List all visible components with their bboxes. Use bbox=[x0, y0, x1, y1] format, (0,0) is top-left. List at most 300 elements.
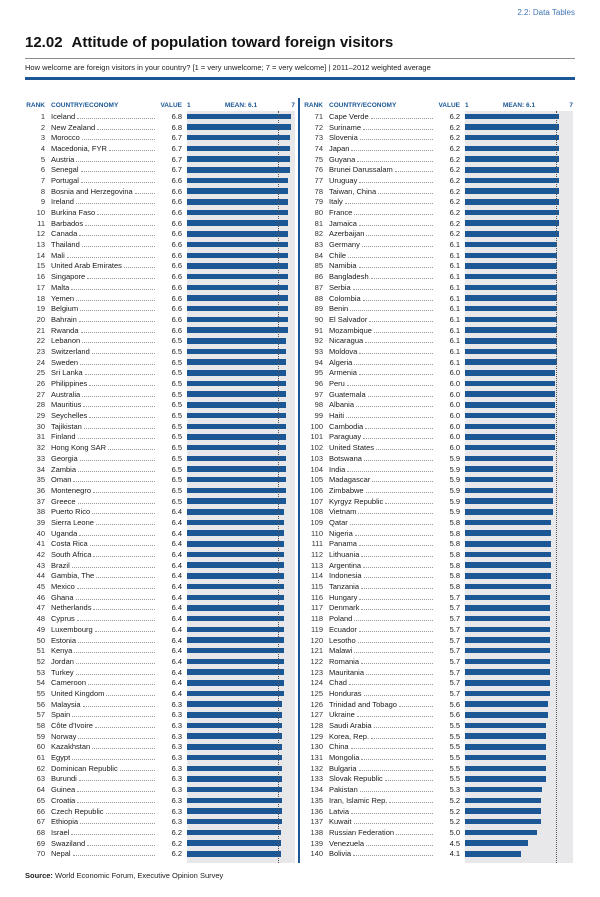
value-cell: 6.5 bbox=[171, 485, 182, 495]
value-cell: 6.2 bbox=[449, 143, 460, 153]
dotted-leader bbox=[359, 545, 433, 546]
table-row bbox=[25, 677, 295, 688]
table-row bbox=[303, 848, 573, 859]
table-row bbox=[303, 164, 573, 175]
value-bar bbox=[465, 808, 541, 814]
country-name: Azerbaijan bbox=[329, 229, 365, 239]
dotted-leader bbox=[374, 727, 433, 728]
title-text: Attitude of population toward foreign visitors bbox=[71, 34, 394, 51]
value-cell: 6.7 bbox=[171, 143, 182, 153]
country-name: Guatemala bbox=[329, 389, 366, 399]
value-cell: 6.6 bbox=[171, 229, 182, 239]
table-row bbox=[303, 603, 573, 614]
rank-cell: 110 bbox=[311, 528, 323, 538]
dotted-leader bbox=[95, 631, 155, 632]
value-cell: 6.1 bbox=[449, 282, 460, 292]
table-row bbox=[303, 496, 573, 507]
rank-cell: 106 bbox=[310, 485, 323, 495]
country-name: Singapore bbox=[51, 272, 86, 282]
value-bar bbox=[187, 156, 290, 162]
table-row bbox=[25, 624, 295, 635]
value-bar bbox=[465, 146, 559, 152]
table-row bbox=[303, 517, 573, 528]
country-name: Burkina Faso bbox=[51, 208, 96, 218]
value-bar bbox=[187, 659, 284, 665]
country-name: Tajikistan bbox=[51, 421, 82, 431]
country-name: Lithuania bbox=[329, 550, 360, 560]
value-cell: 6.0 bbox=[449, 411, 460, 421]
value-bar bbox=[465, 413, 555, 419]
dotted-leader bbox=[350, 310, 433, 311]
country-name: Indonesia bbox=[329, 571, 362, 581]
rank-cell: 29 bbox=[36, 411, 45, 421]
country-name: Canada bbox=[51, 229, 78, 239]
rank-cell: 15 bbox=[36, 261, 45, 271]
dotted-leader bbox=[365, 428, 433, 429]
column-header bbox=[303, 98, 573, 111]
value-bar bbox=[187, 381, 286, 387]
country-name: Brazil bbox=[51, 560, 70, 570]
value-cell: 6.4 bbox=[171, 550, 182, 560]
table-row bbox=[25, 207, 295, 218]
table-row bbox=[303, 528, 573, 539]
rank-cell: 132 bbox=[310, 763, 323, 773]
value-cell: 6.4 bbox=[171, 667, 182, 677]
country-name: Lesotho bbox=[329, 635, 356, 645]
dotted-leader bbox=[357, 716, 433, 717]
value-bar bbox=[187, 135, 290, 141]
country-cell bbox=[51, 443, 156, 452]
value-cell: 6.8 bbox=[171, 122, 182, 132]
value-bar bbox=[187, 210, 288, 216]
value-cell: 6.6 bbox=[171, 272, 182, 282]
dotted-leader bbox=[396, 834, 433, 835]
dotted-leader bbox=[376, 449, 433, 450]
table-row bbox=[303, 688, 573, 699]
country-name: Japan bbox=[329, 143, 350, 153]
dotted-leader bbox=[82, 139, 155, 140]
value-cell: 6.3 bbox=[171, 763, 182, 773]
dotted-leader bbox=[71, 289, 155, 290]
dotted-leader bbox=[79, 235, 155, 236]
country-cell bbox=[51, 700, 156, 709]
country-cell bbox=[51, 251, 156, 260]
value-cell: 6.4 bbox=[171, 528, 182, 538]
value-bar bbox=[187, 488, 286, 494]
value-cell: 6.5 bbox=[171, 336, 182, 346]
rank-cell: 12 bbox=[36, 229, 45, 239]
country-cell bbox=[51, 123, 156, 132]
country-name: Puerto Rico bbox=[51, 507, 91, 517]
value-cell: 6.5 bbox=[171, 357, 182, 367]
dotted-leader bbox=[359, 631, 433, 632]
dotted-leader bbox=[389, 802, 433, 803]
country-name: Brunei Darussalam bbox=[329, 165, 393, 175]
country-name: Mauritius bbox=[51, 400, 82, 410]
table-row bbox=[303, 710, 573, 721]
table-row bbox=[25, 432, 295, 443]
dotted-leader bbox=[76, 161, 155, 162]
value-bar bbox=[187, 819, 282, 825]
dotted-leader bbox=[78, 738, 155, 739]
country-name: Denmark bbox=[329, 603, 360, 613]
rank-cell: 92 bbox=[314, 336, 323, 346]
country-cell bbox=[329, 347, 434, 356]
column-divider bbox=[298, 98, 300, 863]
value-cell: 5.8 bbox=[449, 560, 460, 570]
rank-cell: 61 bbox=[36, 753, 45, 763]
value-bar bbox=[465, 370, 555, 376]
country-cell bbox=[329, 465, 434, 474]
country-name: Australia bbox=[51, 389, 81, 399]
country-name: Ecuador bbox=[329, 624, 357, 634]
value-cell: 6.5 bbox=[171, 368, 182, 378]
rank-cell: 34 bbox=[36, 464, 45, 474]
country-name: Yemen bbox=[51, 293, 75, 303]
value-cell: 5.9 bbox=[449, 453, 460, 463]
value-bar bbox=[465, 231, 559, 237]
dotted-leader bbox=[82, 246, 155, 247]
rank-cell: 1 bbox=[40, 111, 45, 121]
dotted-leader bbox=[78, 438, 155, 439]
dotted-leader bbox=[359, 353, 433, 354]
dotted-leader bbox=[76, 203, 155, 204]
table-row bbox=[25, 132, 295, 143]
country-name: Thailand bbox=[51, 240, 80, 250]
country-name: Czech Republic bbox=[51, 806, 104, 816]
country-cell bbox=[329, 561, 434, 570]
dotted-leader bbox=[366, 674, 433, 675]
dotted-leader bbox=[85, 374, 155, 375]
country-cell bbox=[329, 710, 434, 719]
value-cell: 6.6 bbox=[171, 218, 182, 228]
value-cell: 6.6 bbox=[171, 240, 182, 250]
country-cell bbox=[51, 133, 156, 142]
rank-cell: 25 bbox=[36, 368, 45, 378]
value-bar bbox=[465, 285, 557, 291]
country-name: Belgium bbox=[51, 304, 79, 314]
country-name: Portugal bbox=[51, 175, 79, 185]
table-row bbox=[25, 314, 295, 325]
table-row bbox=[303, 742, 573, 753]
dotted-leader bbox=[109, 150, 155, 151]
value-cell: 5.7 bbox=[449, 603, 460, 613]
table-row bbox=[303, 132, 573, 143]
country-cell bbox=[329, 208, 434, 217]
value-bar bbox=[465, 616, 550, 622]
country-name: Mongolia bbox=[329, 753, 360, 763]
rank-cell: 57 bbox=[36, 710, 45, 720]
table-row bbox=[25, 175, 295, 186]
header-country: COUNTRY/ECONOMY bbox=[51, 102, 119, 109]
rank-cell: 94 bbox=[314, 357, 323, 367]
table-row bbox=[25, 229, 295, 240]
country-cell bbox=[51, 465, 156, 474]
rank-cell: 127 bbox=[310, 710, 323, 720]
country-name: Honduras bbox=[329, 688, 362, 698]
country-name: China bbox=[329, 742, 349, 752]
value-cell: 6.5 bbox=[171, 453, 182, 463]
country-cell bbox=[51, 486, 156, 495]
value-cell: 5.0 bbox=[449, 827, 460, 837]
value-cell: 6.3 bbox=[171, 806, 182, 816]
dotted-leader bbox=[354, 652, 433, 653]
rank-cell: 24 bbox=[36, 357, 45, 367]
value-cell: 6.4 bbox=[171, 592, 182, 602]
table-row bbox=[303, 624, 573, 635]
value-cell: 6.4 bbox=[171, 646, 182, 656]
country-name: Latvia bbox=[329, 806, 350, 816]
value-cell: 6.1 bbox=[449, 261, 460, 271]
value-bar bbox=[187, 114, 291, 120]
value-cell: 5.8 bbox=[449, 539, 460, 549]
dotted-leader bbox=[359, 374, 433, 375]
country-cell bbox=[51, 614, 156, 623]
country-name: Switzerland bbox=[51, 346, 90, 356]
dotted-leader bbox=[77, 588, 155, 589]
value-cell: 6.5 bbox=[171, 432, 182, 442]
country-cell bbox=[329, 774, 434, 783]
table-row bbox=[303, 592, 573, 603]
country-name: Malaysia bbox=[51, 699, 81, 709]
value-bar bbox=[187, 776, 282, 782]
country-name: Panama bbox=[329, 539, 357, 549]
rank-cell: 100 bbox=[310, 421, 323, 431]
dotted-leader bbox=[354, 823, 433, 824]
dotted-leader bbox=[82, 396, 155, 397]
header-value: VALUE bbox=[438, 102, 460, 109]
rank-cell: 18 bbox=[36, 293, 45, 303]
country-name: Barbados bbox=[51, 218, 84, 228]
country-name: Argentina bbox=[329, 560, 362, 570]
rank-cell: 101 bbox=[310, 432, 323, 442]
table-row bbox=[303, 335, 573, 346]
dotted-leader bbox=[357, 161, 433, 162]
table-row bbox=[303, 186, 573, 197]
value-cell: 6.1 bbox=[449, 325, 460, 335]
value-bar bbox=[187, 456, 286, 462]
rank-cell: 13 bbox=[36, 240, 45, 250]
value-cell: 6.1 bbox=[449, 346, 460, 356]
rank-cell: 8 bbox=[40, 186, 45, 196]
value-cell: 5.2 bbox=[449, 795, 460, 805]
table-row bbox=[303, 720, 573, 731]
value-bar bbox=[465, 167, 559, 173]
value-cell: 5.6 bbox=[449, 699, 460, 709]
country-cell bbox=[329, 518, 434, 527]
country-cell bbox=[329, 507, 434, 516]
rank-cell: 16 bbox=[36, 272, 45, 282]
value-bar bbox=[187, 691, 284, 697]
country-name: Sierra Leone bbox=[51, 517, 94, 527]
country-name: Seychelles bbox=[51, 411, 88, 421]
value-bar bbox=[187, 124, 291, 130]
dotted-leader bbox=[366, 235, 433, 236]
country-name: Montenegro bbox=[51, 485, 92, 495]
dotted-leader bbox=[361, 663, 433, 664]
rank-cell: 119 bbox=[311, 624, 323, 634]
dotted-leader bbox=[351, 813, 433, 814]
table-row bbox=[25, 784, 295, 795]
value-cell: 6.1 bbox=[449, 293, 460, 303]
table-row bbox=[25, 346, 295, 357]
dotted-leader bbox=[77, 791, 155, 792]
dotted-leader bbox=[359, 267, 433, 268]
country-cell bbox=[329, 432, 434, 441]
value-cell: 6.4 bbox=[171, 614, 182, 624]
value-bar bbox=[465, 402, 555, 408]
value-bar bbox=[465, 584, 551, 590]
value-bar bbox=[187, 231, 288, 237]
country-name: Korea, Rep. bbox=[329, 731, 370, 741]
rank-cell: 137 bbox=[310, 817, 323, 827]
rank-cell: 59 bbox=[36, 731, 45, 741]
table-row bbox=[303, 410, 573, 421]
value-bar bbox=[465, 210, 559, 216]
rank-cell: 19 bbox=[36, 304, 45, 314]
value-bar bbox=[465, 317, 557, 323]
rank-cell: 83 bbox=[314, 240, 323, 250]
value-cell: 5.7 bbox=[449, 646, 460, 656]
rank-cell: 40 bbox=[36, 528, 45, 538]
rank-cell: 51 bbox=[36, 646, 45, 656]
table-row bbox=[303, 806, 573, 817]
table-row bbox=[303, 111, 573, 122]
country-cell bbox=[329, 133, 434, 142]
dotted-leader bbox=[368, 396, 433, 397]
dotted-leader bbox=[360, 791, 433, 792]
value-bar bbox=[465, 295, 557, 301]
country-cell bbox=[51, 497, 156, 506]
country-cell bbox=[329, 582, 434, 591]
dotted-leader bbox=[97, 214, 155, 215]
country-cell bbox=[51, 550, 156, 559]
dotted-leader bbox=[67, 257, 155, 258]
value-bar bbox=[187, 787, 282, 793]
data-table bbox=[25, 98, 575, 863]
country-name: Iceland bbox=[51, 111, 76, 121]
table-row bbox=[303, 635, 573, 646]
rank-cell: 107 bbox=[310, 496, 323, 506]
table-row bbox=[25, 400, 295, 411]
country-name: Hungary bbox=[329, 592, 358, 602]
value-bar bbox=[187, 530, 284, 536]
table-row bbox=[303, 421, 573, 432]
value-bar bbox=[465, 456, 553, 462]
country-name: Tanzania bbox=[329, 582, 360, 592]
country-name: Zimbabwe bbox=[329, 485, 364, 495]
value-bar bbox=[465, 520, 551, 526]
value-cell: 6.2 bbox=[449, 154, 460, 164]
value-cell: 6.6 bbox=[171, 261, 182, 271]
country-cell bbox=[51, 668, 156, 677]
rank-cell: 46 bbox=[36, 592, 45, 602]
dotted-leader bbox=[124, 267, 155, 268]
country-name: Hong Kong SAR bbox=[51, 443, 107, 453]
dotted-leader bbox=[80, 823, 155, 824]
rank-cell: 75 bbox=[314, 154, 323, 164]
country-cell bbox=[329, 422, 434, 431]
table-row bbox=[303, 485, 573, 496]
dotted-leader bbox=[371, 118, 433, 119]
value-cell: 5.5 bbox=[449, 774, 460, 784]
table-row bbox=[303, 229, 573, 240]
rank-cell: 114 bbox=[311, 571, 323, 581]
value-bar bbox=[187, 327, 288, 333]
rank-cell: 21 bbox=[36, 325, 45, 335]
value-cell: 4.1 bbox=[449, 849, 460, 859]
table-row bbox=[25, 474, 295, 485]
rank-cell: 37 bbox=[36, 496, 45, 506]
value-cell: 6.3 bbox=[171, 699, 182, 709]
dotted-leader bbox=[351, 748, 433, 749]
value-cell: 6.5 bbox=[171, 464, 182, 474]
country-cell bbox=[329, 112, 434, 121]
country-cell bbox=[329, 144, 434, 153]
value-cell: 5.3 bbox=[449, 785, 460, 795]
value-bar bbox=[465, 701, 548, 707]
dotted-leader bbox=[106, 813, 155, 814]
value-cell: 6.6 bbox=[171, 186, 182, 196]
table-row bbox=[303, 442, 573, 453]
value-bar bbox=[187, 712, 282, 718]
table-row bbox=[25, 378, 295, 389]
country-name: Botswana bbox=[329, 453, 362, 463]
dotted-leader bbox=[347, 471, 433, 472]
value-bar bbox=[187, 253, 288, 259]
value-bar bbox=[465, 776, 546, 782]
value-bar bbox=[187, 306, 288, 312]
value-cell: 6.2 bbox=[449, 208, 460, 218]
rank-cell: 124 bbox=[310, 678, 323, 688]
rank-cell: 131 bbox=[310, 753, 323, 763]
country-cell bbox=[329, 304, 434, 313]
country-name: Cameroon bbox=[51, 678, 87, 688]
column-header bbox=[25, 98, 295, 111]
rank-cell: 139 bbox=[310, 838, 323, 848]
rank-cell: 115 bbox=[311, 582, 323, 592]
country-cell bbox=[51, 454, 156, 463]
rank-cell: 134 bbox=[310, 785, 323, 795]
country-name: Finland bbox=[51, 432, 76, 442]
value-bar bbox=[187, 445, 286, 451]
dotted-leader bbox=[361, 759, 433, 760]
value-bar bbox=[465, 712, 548, 718]
country-cell bbox=[329, 368, 434, 377]
rank-cell: 47 bbox=[36, 603, 45, 613]
table-row bbox=[303, 645, 573, 656]
rank-cell: 129 bbox=[310, 731, 323, 741]
value-cell: 6.4 bbox=[171, 688, 182, 698]
value-cell: 5.7 bbox=[449, 656, 460, 666]
country-cell bbox=[329, 176, 434, 185]
header-country: COUNTRY/ECONOMY bbox=[329, 102, 397, 109]
table-row bbox=[303, 261, 573, 272]
table-row bbox=[25, 250, 295, 261]
table-row bbox=[25, 261, 295, 272]
rank-cell: 91 bbox=[314, 325, 323, 335]
value-bar bbox=[465, 114, 559, 120]
table-row bbox=[25, 368, 295, 379]
country-cell bbox=[329, 539, 434, 548]
value-cell: 6.3 bbox=[171, 817, 182, 827]
country-name: Armenia bbox=[329, 368, 357, 378]
country-name: Venezuela bbox=[329, 838, 365, 848]
rank-cell: 84 bbox=[314, 250, 323, 260]
value-cell: 6.2 bbox=[449, 111, 460, 121]
table-row bbox=[25, 111, 295, 122]
value-bar bbox=[465, 156, 559, 162]
